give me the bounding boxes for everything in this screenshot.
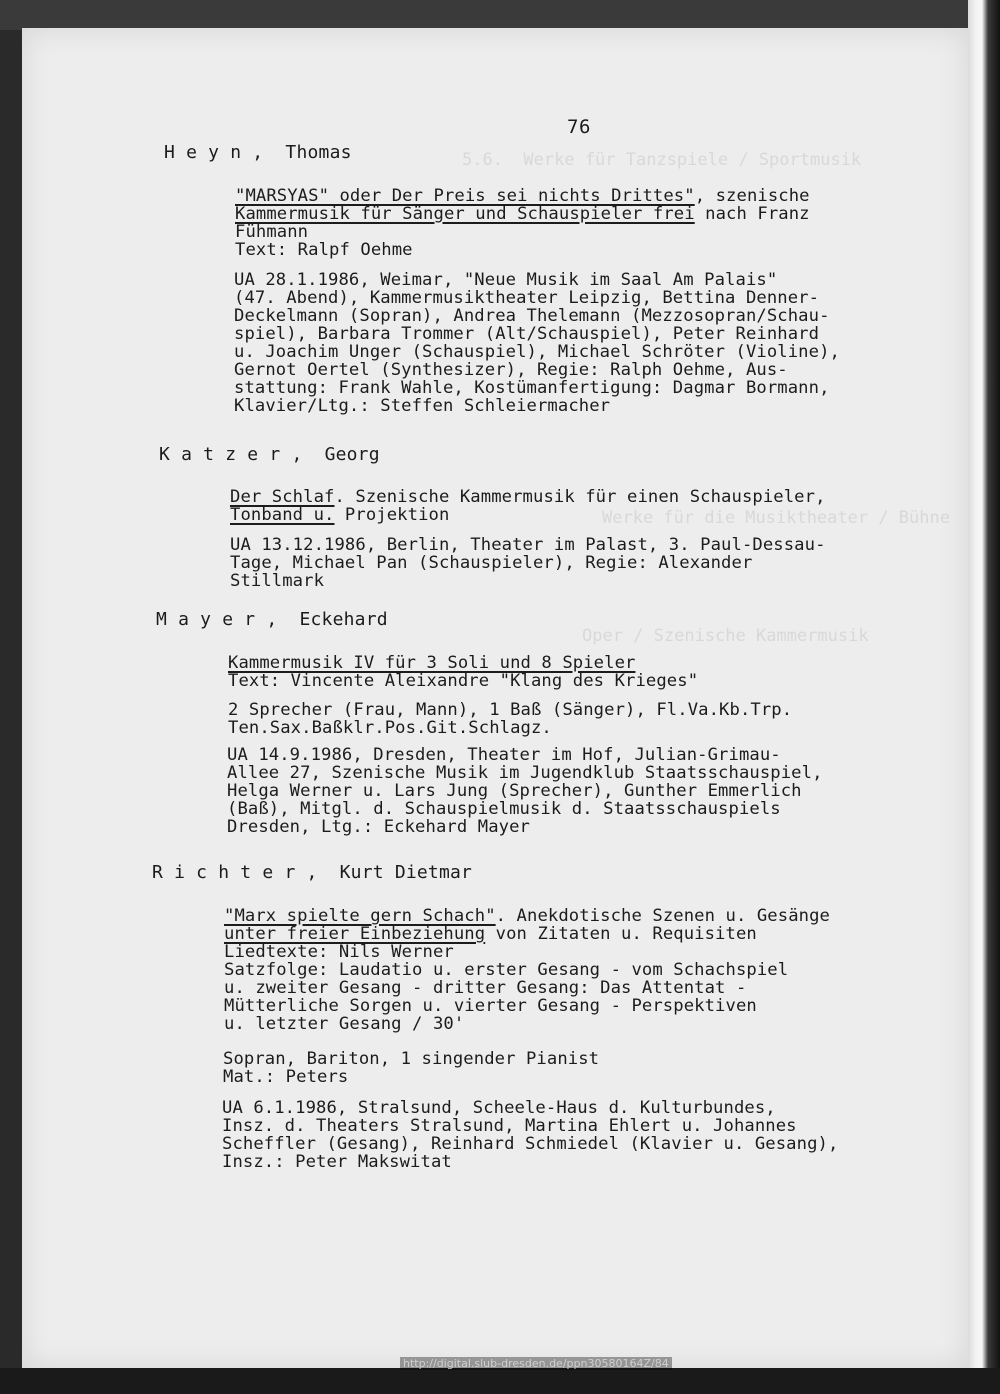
work-subtitle: Kammermusik für Sänger und Schauspieler frei [235, 204, 695, 224]
scoring-line: 2 Sprecher (Frau, Mann), 1 Baß (Sänger), Fl.Va.Kb.Trp. [228, 700, 793, 720]
premiere-line: (Baß), Mitgl. d. Schauspielmusik d. Staatsschauspiels [227, 799, 781, 819]
premiere-line: (47. Abend), Kammermusiktheater Leipzig, Bettina Denner- [234, 288, 820, 308]
work-subtitle: Tonband u. [230, 505, 335, 525]
work-title: Der Schlaf [230, 487, 335, 507]
details-line: u. letzter Gesang / 30' [224, 1014, 465, 1034]
work-title: "MARSYAS" oder Der Preis sei nichts Drittes" [235, 186, 695, 206]
author-surname: M a y e r , [156, 609, 278, 630]
premiere-line: spiel), Barbara Trommer (Alt/Schauspiel), Peter Reinhard [234, 324, 820, 344]
work-title-rest: . Anekdotische Szenen u. Gesänge [495, 906, 830, 926]
premiere-line: Gernot Oertel (Synthesizer), Regie: Ralph Oehme, Aus- [234, 360, 788, 380]
scoring-info [228, 701, 792, 737]
bleed-through-text: Oper / Szenische Kammermusik [582, 626, 869, 646]
bleed-through-text: Werke für die Musiktheater / Bühne [602, 508, 950, 528]
premiere-line: Stillmark [230, 571, 325, 591]
scoring-line: Mat.: Peters [223, 1067, 349, 1087]
premiere-line: u. Joachim Unger (Schauspiel), Michael Schröter (Violine), [234, 342, 840, 362]
details-line: Satzfolge: Laudatio u. erster Gesang - vom Schachspiel [224, 960, 789, 980]
scan-top-shadow [0, 0, 1000, 30]
author-heading [159, 444, 380, 465]
author-given-name: Kurt Dietmar [339, 862, 473, 883]
scan-page-edge [968, 0, 1000, 1394]
premiere-info [227, 746, 823, 836]
source-url-watermark: http://digital.slub-dresden.de/ppn30580164Z/84 [400, 1357, 672, 1370]
work-title: "Marx spielte gern Schach" [224, 906, 496, 926]
work-subtitle-rest: nach Franz [694, 204, 810, 224]
details-line: Liedtexte: Nils Werner [224, 942, 454, 962]
premiere-line: UA 6.1.1986, Stralsund, Scheele-Haus d. Kulturbundes, [222, 1098, 776, 1118]
premiere-info [234, 271, 840, 415]
work-title: Kammermusik IV für 3 Soli und 8 Spieler [228, 653, 636, 673]
premiere-line: stattung: Frank Wahle, Kostümanfertigung: Dagmar Bormann, [234, 378, 830, 398]
work-title-rest: , szenische [694, 186, 810, 206]
premiere-line: Tage, Michael Pan (Schauspieler), Regie: Alexander [230, 553, 753, 573]
scan-bottom-shadow [0, 1368, 1000, 1394]
premiere-line: Dresden, Ltg.: Eckehard Mayer [227, 817, 530, 837]
author-heading [152, 862, 472, 883]
author-given-name: Eckehard [299, 609, 388, 630]
premiere-line: UA 14.9.1986, Dresden, Theater im Hof, Julian-Grimau- [227, 745, 781, 765]
work-entry-mayer [228, 654, 698, 690]
details-line: u. zweiter Gesang - dritter Gesang: Das Attentat - [224, 978, 747, 998]
author-heading [164, 142, 352, 163]
premiere-info [222, 1099, 838, 1171]
work-entry-katzer [230, 488, 826, 524]
scoring-info [223, 1050, 599, 1086]
scoring-line: Sopran, Bariton, 1 singender Pianist [223, 1049, 600, 1069]
scanned-page [22, 28, 968, 1368]
author-surname: K a t z e r , [159, 444, 303, 465]
bleed-through-text: 5.6. Werke für Tanzspiele / Sportmusik [462, 150, 862, 170]
text-credit: Text: Ralpf Oehme [235, 240, 413, 260]
premiere-line: Allee 27, Szenische Musik im Jugendklub Staatsschauspiel, [227, 763, 823, 783]
author-surname: H e y n , [164, 142, 264, 163]
work-subtitle-rest: Projektion [334, 505, 450, 525]
work-entry-heyn [235, 187, 810, 259]
premiere-line: UA 13.12.1986, Berlin, Theater im Palast, 3. Paul-Dessau- [230, 535, 826, 555]
author-given-name: Georg [324, 444, 380, 465]
text-credit: Text: Vincente Aleixandre "Klang des Krieges" [228, 671, 699, 691]
work-subtitle-rest: von Zitaten u. Requisiten [485, 924, 757, 944]
author-given-name: Thomas [285, 142, 352, 163]
premiere-line: Scheffler (Gesang), Reinhard Schmiedel (Klavier u. Gesang), [222, 1134, 839, 1154]
premiere-line: Insz.: Peter Makswitat [222, 1152, 452, 1172]
premiere-line: Helga Werner u. Lars Jung (Sprecher), Gunther Emmerlich [227, 781, 802, 801]
premiere-line: UA 28.1.1986, Weimar, "Neue Musik im Saal Am Palais" [234, 270, 778, 290]
page-number: 76 [567, 116, 591, 138]
author-heading [156, 609, 388, 630]
premiere-line: Klavier/Ltg.: Steffen Schleiermacher [234, 396, 611, 416]
details-line: Mütterliche Sorgen u. vierter Gesang - Perspektiven [224, 996, 757, 1016]
premiere-line: Deckelmann (Sopran), Andrea Thelemann (Mezzosopran/Schau- [234, 306, 830, 326]
premiere-line: Insz. d. Theaters Stralsund, Martina Ehlert u. Johannes [222, 1116, 797, 1136]
author-surname: R i c h t e r , [152, 862, 318, 883]
premiere-info [230, 536, 826, 590]
work-title-rest: . Szenische Kammermusik für einen Schauspieler, [334, 487, 826, 507]
scoring-line: Ten.Sax.Baßklr.Pos.Git.Schlagz. [228, 718, 552, 738]
work-subtitle: unter freier Einbeziehung [224, 924, 486, 944]
work-subtitle-line3: Fühmann [235, 222, 309, 242]
work-entry-richter [224, 907, 830, 1033]
